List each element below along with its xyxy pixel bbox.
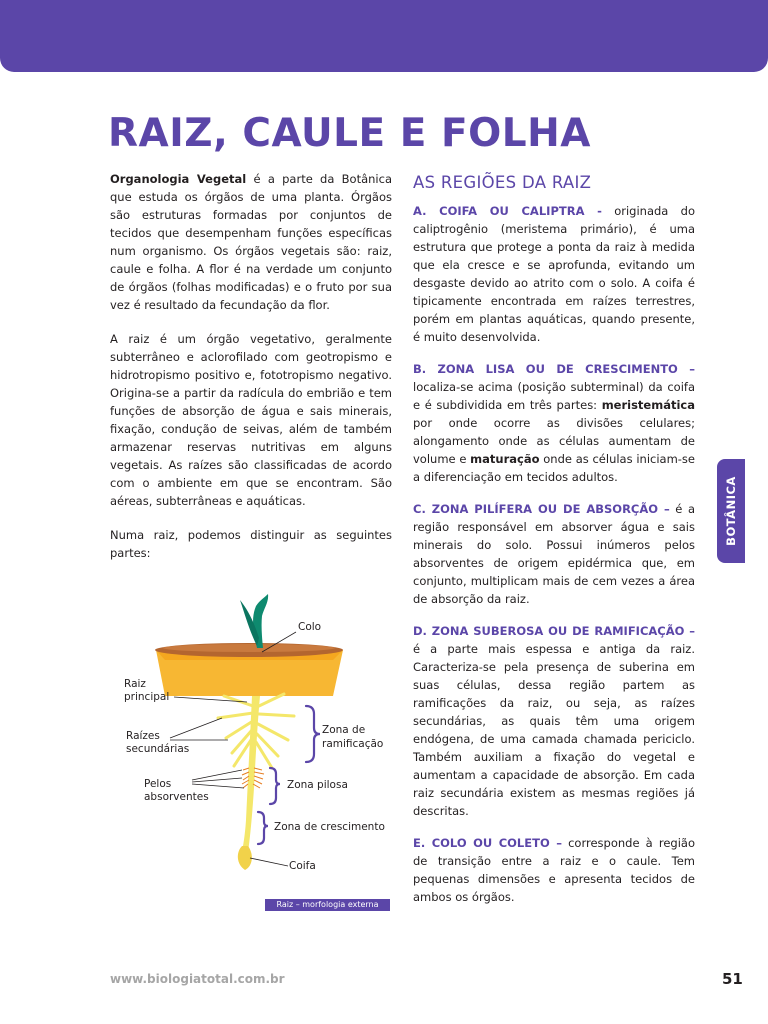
region-d-label: D. ZONA SUBEROSA OU DE RAMIFICAÇÃO – [413, 624, 695, 638]
soil-top-highlight [163, 644, 335, 652]
region-b-term-1: meristemática [601, 398, 695, 412]
region-b-text-3: onde as células iniciam-se a diferenciação em tecidos adultos. [413, 452, 695, 484]
figure-caption: Raiz – morfologia externa [265, 899, 390, 911]
intro-paragraph [110, 170, 392, 314]
right-column [413, 174, 695, 920]
root-description-paragraph: A raiz é um órgão vegetativo, geralmente subterrâneo e aclorofilado com geotropismo e hidrotropismo positivo e, fototropismo negativo. Origina-se a partir da radícula do embrião e tem funções de absorção de água e sais minerais, fixação, condução de seivas, além de também armazenar reservas nutritivas em alguns vegetais. As raízes são classificadas de acordo com o ambiente em que se encontram. São aéreas, subterrâneas e aquáticas. [110, 332, 392, 508]
label-zona-pilosa: Zona pilosa [287, 779, 348, 791]
label-coifa: Coifa [289, 860, 316, 872]
top-header-bar [0, 0, 768, 72]
intro-term: Organologia Vegetal [110, 172, 247, 186]
side-tab-label: BOTÂNICA [724, 476, 738, 546]
label-colo: Colo [298, 621, 322, 633]
page-title: RAIZ, CAULE E FOLHA [108, 111, 591, 156]
section-heading: AS REGIÕES DA RAIZ [413, 173, 592, 192]
footer-website-link[interactable]: www.biologiatotal.com.br [110, 972, 285, 986]
region-c-text: é a região responsável em absorver água e sais minerais do solo. Possui inúmeros pelos absorventes de origem epidérmica que, em conjunto, multiplicam mais de cem vezes a área de absorção da raiz. [413, 502, 696, 606]
left-column [110, 170, 392, 578]
region-b-text-2: por onde ocorre as divisões celulares; alongamento onde as células aumentam de volume e [413, 416, 695, 466]
label-pelos-line2: absorventes [144, 791, 209, 803]
label-raiz-principal-line2: principal [124, 691, 170, 703]
region-d-paragraph [413, 622, 695, 820]
root-cap [238, 846, 252, 870]
region-c-label: C. ZONA PILÍFERA OU DE ABSORÇÃO – [413, 502, 670, 516]
label-zona-ramificacao-line1: Zona de [322, 724, 366, 736]
region-a-text: originada do caliptrogênio (meristema primário), é uma estrutura que protege a ponta da raiz à medida que ela cresce e se aprofunda, evitando um desgaste devido ao atrito com o solo. A coifa é tipicamente encontrada em raízes terrestres, porém em plantas aquáticas, quando presente, é muito desenvolvida. [413, 204, 695, 344]
region-e-paragraph [413, 834, 695, 906]
region-d-text: é a parte mais espessa e antiga da raiz. Caracteriza-se pela presença de suberina em suas células, dessa região partem as ramificações da raiz, ou seja, as raízes secundárias, as quais têm uma origem endógena, de uma camada chamada periciclo. Também auxiliam a fixação do vegetal e aumentam a capacidade de absorção. Em cada raiz secundária existem as mesmas regiões já descritas. [413, 642, 695, 818]
region-b-paragraph [413, 360, 695, 486]
region-b-label: B. ZONA LISA OU DE CRESCIMENTO – [413, 362, 695, 376]
page-number: 51 [722, 970, 743, 988]
intro-text: é a parte da Botânica que estuda os órgãos de uma planta. Órgãos são estruturas formadas por conjuntos de tecidos que desempenham funções específicas num organismo. Os órgãos vegetais são: raiz, caule e folha. A flor é na verdade um conjunto de órgãos (folhas modificadas) e o fruto por sua vez é resultado da fecundação da flor. [110, 172, 392, 312]
label-raiz-principal-line1: Raiz [124, 678, 146, 690]
label-zona-crescimento: Zona de crescimento [274, 821, 385, 833]
label-pelos-line1: Pelos [144, 778, 172, 790]
section-side-tab [717, 459, 745, 563]
region-e-text: corresponde à região de transição entre a raiz e o caule. Tem pequenas dimensões e apresenta tecidos de ambos os órgãos. [413, 836, 695, 904]
region-a-paragraph [413, 202, 695, 346]
region-b-text-1: localiza-se acima (posição subterminal) da coifa e é subdividida em três partes: [413, 380, 695, 412]
region-a-label: A. COIFA OU CALIPTRA - [413, 204, 602, 218]
region-c-paragraph [413, 500, 695, 608]
label-raizes-secundarias-line1: Raízes [126, 730, 160, 742]
root-parts-intro: Numa raiz, podemos distinguir as seguintes partes: [110, 528, 392, 560]
label-zona-ramificacao-line2: ramificação [322, 738, 384, 750]
region-b-term-2: maturação [470, 452, 540, 466]
root-diagram [112, 588, 395, 878]
region-e-label: E. COLO OU COLETO – [413, 836, 562, 850]
label-raizes-secundarias-line2: secundárias [126, 743, 190, 755]
